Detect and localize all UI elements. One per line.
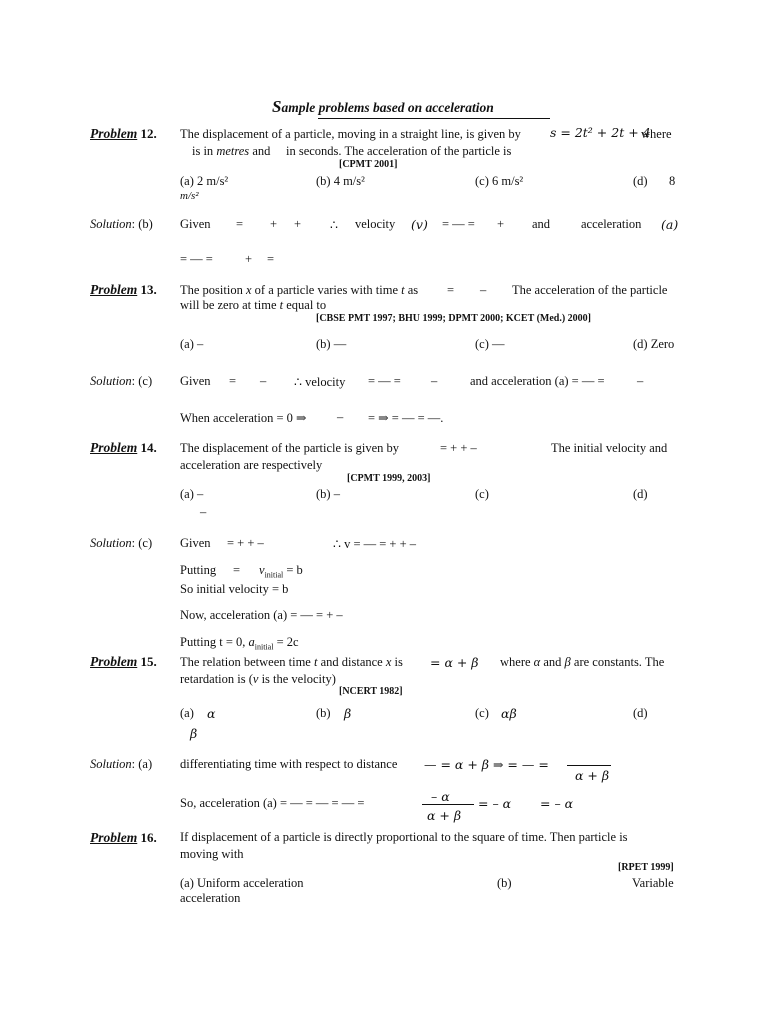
problem-16-source: [RPET 1999] [618, 862, 674, 873]
solution-12-plus2: + [294, 217, 302, 231]
problem-13-text-line1-end: The acceleration of the particle [512, 283, 668, 297]
solution-12-line2-eq: = [267, 252, 275, 266]
solution-15-label: Solution: (a) [90, 757, 153, 771]
problem-16-text-line1: If displacement of a particle is directly proportional to the square of time. Then particle is [180, 830, 628, 844]
solution-15-line1: differentiating time with respect to distance [180, 757, 398, 771]
solution-12-acceleration: acceleration [581, 217, 642, 231]
problem-16-option-a: (a) Uniform acceleration [180, 876, 304, 890]
solution-13-when-minus: – [337, 410, 344, 424]
solution-14-putting2: Putting t = 0, $a_{initial} = 2c$ [180, 635, 299, 652]
problem-15-text-line2: retardation is (v is the velocity) [180, 672, 336, 686]
problem-13-text-line1: The position x of a particle varies with time t as [180, 283, 419, 297]
solution-14-now-acc: Now, acceleration (a) = — = + – [180, 608, 343, 622]
problem-13-eq: = [447, 283, 455, 297]
problem-15-option-c-value: αβ [501, 706, 517, 721]
problem-16-text-line2: moving with [180, 847, 244, 861]
problem-14-text-line2: acceleration are respectively [180, 458, 323, 472]
solution-13-when: When acceleration = 0 ⇒ [180, 411, 307, 425]
problem-13-text-line2: will be zero at time t equal to [180, 298, 327, 312]
problem-16-option-b-value-cont: acceleration [180, 891, 241, 905]
problem-13-option-a: (a) – [180, 337, 204, 351]
problem-13-minus: – [480, 283, 487, 297]
solution-14-given: Given [180, 536, 211, 550]
problem-14-option-a: (a) – [180, 487, 204, 501]
solution-12-deriv: = — = [442, 217, 475, 231]
problem-15-option-a: (a) [180, 706, 194, 720]
solution-15-tail2: = – α [540, 796, 574, 811]
solution-13-minus: – [260, 374, 267, 388]
problem-16-label: Problem 16. [90, 830, 157, 845]
problem-15-option-b: (b) [316, 706, 331, 720]
problem-14-option-d-value: – [200, 505, 207, 519]
solution-13-deriv: = — = [368, 374, 401, 388]
problem-14-option-b: (b) – [316, 487, 340, 501]
solution-12-line2-deriv: = — = [180, 252, 213, 266]
solution-12-and: and [532, 217, 551, 231]
problem-14-option-d: (d) [633, 487, 648, 501]
solution-14-velocity: ∴ v = — = + + – [333, 537, 417, 551]
problem-14-option-c: (c) [475, 487, 489, 501]
solution-13-minus2: – [431, 374, 438, 388]
solution-13-eq: = [229, 374, 237, 388]
problem-15-label: Problem 15. [90, 654, 157, 669]
solution-14-eq: = + + – [227, 536, 264, 550]
problem-14-eq: = + + – [440, 441, 477, 455]
solution-13-minus3: – [637, 374, 644, 388]
solution-12-a: (a) [661, 217, 679, 232]
solution-15-num2: – α [431, 789, 450, 804]
solution-12-velocity: velocity [355, 217, 396, 231]
problem-13-option-b: (b) — [316, 337, 347, 351]
solution-15-line1-eq: — = α + β ⇒ = — = [424, 757, 549, 772]
solution-13-given: Given [180, 374, 211, 388]
problem-15-option-c: (c) [475, 706, 489, 720]
problem-15-option-b-value: β [344, 706, 352, 721]
solution-14-putting-eq: = [233, 563, 241, 577]
solution-13-acceleration: and acceleration (a) = — = [470, 374, 605, 388]
problem-15-option-a-value: α [207, 706, 216, 721]
solution-15-line2: So, acceleration (a) = — = — = — = [180, 796, 365, 810]
problem-12-option-d-value: 8 [669, 174, 676, 188]
problem-13-option-d: (d) Zero [633, 337, 675, 351]
problem-14-text-line1-end: The initial velocity and [551, 441, 668, 455]
problem-16-option-b: (b) [497, 876, 512, 890]
solution-13-when-result: = ⇒ = — = —. [368, 411, 444, 425]
problem-14-source: [CPMT 1999, 2003] [347, 473, 431, 484]
problem-15-text-line1: The relation between time t and distance x is [180, 655, 403, 669]
solution-12-v: (v) [411, 217, 428, 232]
solution-13-label: Solution: (c) [90, 374, 153, 388]
solution-15-fraction-den: α + β [575, 768, 610, 783]
solution-14-putting: Putting [180, 563, 217, 577]
problem-16-option-b-value: Variable [632, 876, 674, 890]
problem-12-source: [CPMT 2001] [339, 159, 398, 170]
solution-12-line2-plus: + [245, 252, 253, 266]
solution-12-eq: = [236, 217, 244, 231]
problem-13-option-c: (c) — [475, 337, 505, 351]
title-underline [318, 118, 550, 119]
problem-12-text-line2: is in metres and in seconds. The acceleration of the particle is [192, 144, 512, 158]
solution-15-fraction-bar-2 [422, 804, 474, 805]
problem-15-source: [NCERT 1982] [339, 686, 403, 697]
page-title: Sample problems based on acceleration [272, 97, 494, 116]
problem-12-option-d-unit: m/s² [180, 190, 199, 202]
solution-12-label: Solution: (b) [90, 217, 153, 231]
problem-13-label: Problem 13. [90, 282, 157, 297]
solution-14-so-initial: So initial velocity = b [180, 582, 289, 596]
problem-15-text-line1-end: where α and β are constants. The [500, 655, 665, 669]
problem-12-formula: s = 2t² + 2t + 4 [550, 125, 651, 140]
solution-12-plus3: + [497, 217, 505, 231]
problem-12-option-d: (d) [633, 174, 648, 188]
problem-15-eq: = α + β [430, 655, 479, 670]
solution-13-velocity: ∴ velocity [294, 375, 346, 389]
problem-12-option-c: (c) 6 m/s² [475, 174, 524, 188]
problem-12-text-line1: The displacement of a particle, moving in a straight line, is given by [180, 127, 521, 141]
solution-12-plus1: + [270, 217, 278, 231]
problem-12-option-b: (b) 4 m/s² [316, 174, 365, 188]
problem-14-text-line1: The displacement of the particle is given by [180, 441, 400, 455]
solution-14-label: Solution: (c) [90, 536, 153, 550]
solution-15-tail: = – α [478, 796, 512, 811]
solution-12-given: Given [180, 217, 211, 231]
problem-12-label: Problem 12. [90, 126, 157, 141]
problem-12-where: where [641, 127, 672, 141]
problem-12-option-a: (a) 2 m/s² [180, 174, 229, 188]
solution-14-v-initial: $v_{initial} = b$ [259, 563, 303, 580]
solution-15-den2: α + β [427, 808, 462, 823]
problem-14-label: Problem 14. [90, 440, 157, 455]
problem-13-source: [CBSE PMT 1997; BHU 1999; DPMT 2000; KCET (Med.) 2000] [316, 313, 591, 324]
problem-15-option-d-value: β [190, 726, 198, 741]
solution-12-therefore: ∴ [330, 218, 338, 232]
solution-15-fraction-bar [567, 765, 611, 766]
problem-15-option-d: (d) [633, 706, 648, 720]
